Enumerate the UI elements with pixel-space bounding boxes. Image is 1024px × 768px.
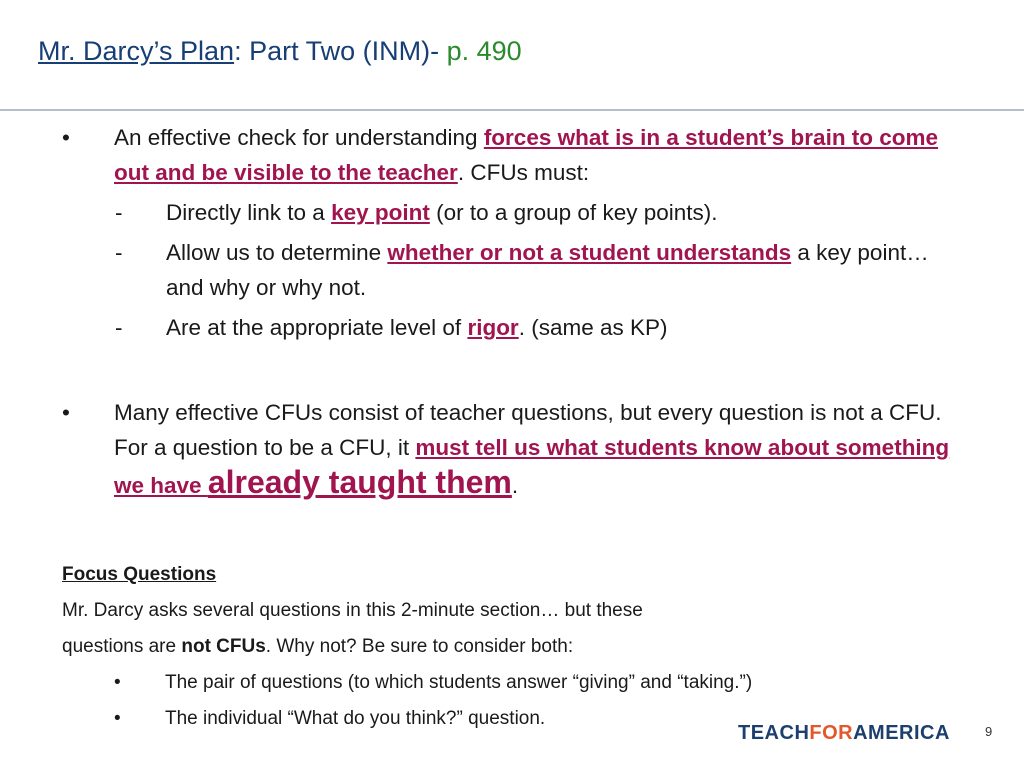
focus-line-1: Mr. Darcy asks several questions in this 2-minute section… but these — [62, 600, 643, 621]
focus-questions-section — [62, 557, 982, 737]
bullet-row — [62, 395, 972, 503]
page-number: 9 — [985, 724, 993, 739]
bullet-text: Many effective CFUs consist of teacher questions, but every question is not a CFU. For a question to be a CFU, it — [114, 400, 942, 460]
bullet-row — [62, 120, 972, 190]
focus-text-end: . Why not? Be sure to consider both: — [265, 636, 574, 657]
dash-icon: - — [115, 200, 123, 225]
sub-text-end: (or to a group of key points). — [429, 200, 718, 225]
title-divider — [0, 109, 1024, 111]
sub-text: Allow us to determine — [166, 240, 388, 265]
highlight-rigor: rigor — [467, 315, 519, 340]
focus-not-cfus: not CFUs — [181, 636, 266, 657]
highlight-key-point: key point — [331, 200, 430, 225]
title-main: Mr. Darcy’s Plan — [38, 36, 235, 66]
dash-icon: - — [115, 315, 123, 340]
dash-icon: - — [115, 240, 123, 265]
focus-heading: Focus Questions — [62, 564, 217, 585]
highlight-already-taught: already taught them — [207, 464, 512, 500]
sub-text: Directly link to a — [166, 200, 332, 225]
focus-item — [62, 665, 982, 701]
bullet-text-end: . — [511, 473, 519, 498]
bullet-cfu-definition — [62, 120, 972, 345]
bullet-icon: • — [114, 708, 121, 729]
bullet-teacher-questions — [62, 395, 972, 503]
sub-item-rigor — [62, 310, 972, 345]
bullet-text: An effective check for understanding — [114, 125, 484, 150]
bullet-icon: • — [62, 125, 70, 150]
highlight-must-tell-us: must tell us what students know about something we have — [114, 435, 950, 498]
highlight-forces-visible: forces what is in a student’s brain to come out and be visible to the teacher — [114, 125, 939, 185]
sub-text: Are at the appropriate level of — [166, 315, 468, 340]
slide-title — [38, 36, 522, 67]
sub-text-end: . (same as KP) — [518, 315, 668, 340]
bullet-icon: • — [62, 400, 70, 425]
bullet-text-end: . CFUs must: — [457, 160, 590, 185]
focus-item-text: The individual “What do you think?” question. — [165, 708, 546, 729]
title-subtitle: : Part Two (INM)- — [234, 36, 447, 66]
sub-text-end: a key point… and why or why not. — [166, 240, 929, 300]
focus-item-text: The pair of questions (to which students answer “giving” and “taking.”) — [165, 672, 753, 693]
title-page-ref: p. 490 — [446, 36, 522, 66]
bullet-icon: • — [114, 672, 121, 693]
focus-text: questions are — [62, 636, 182, 657]
focus-line-2 — [62, 629, 982, 665]
sub-item-key-point — [62, 195, 972, 230]
teach-for-america-logo: TEACHFORAMERICA — [738, 722, 950, 744]
sub-item-understands — [62, 235, 972, 305]
highlight-understands: whether or not a student understands — [387, 240, 792, 265]
